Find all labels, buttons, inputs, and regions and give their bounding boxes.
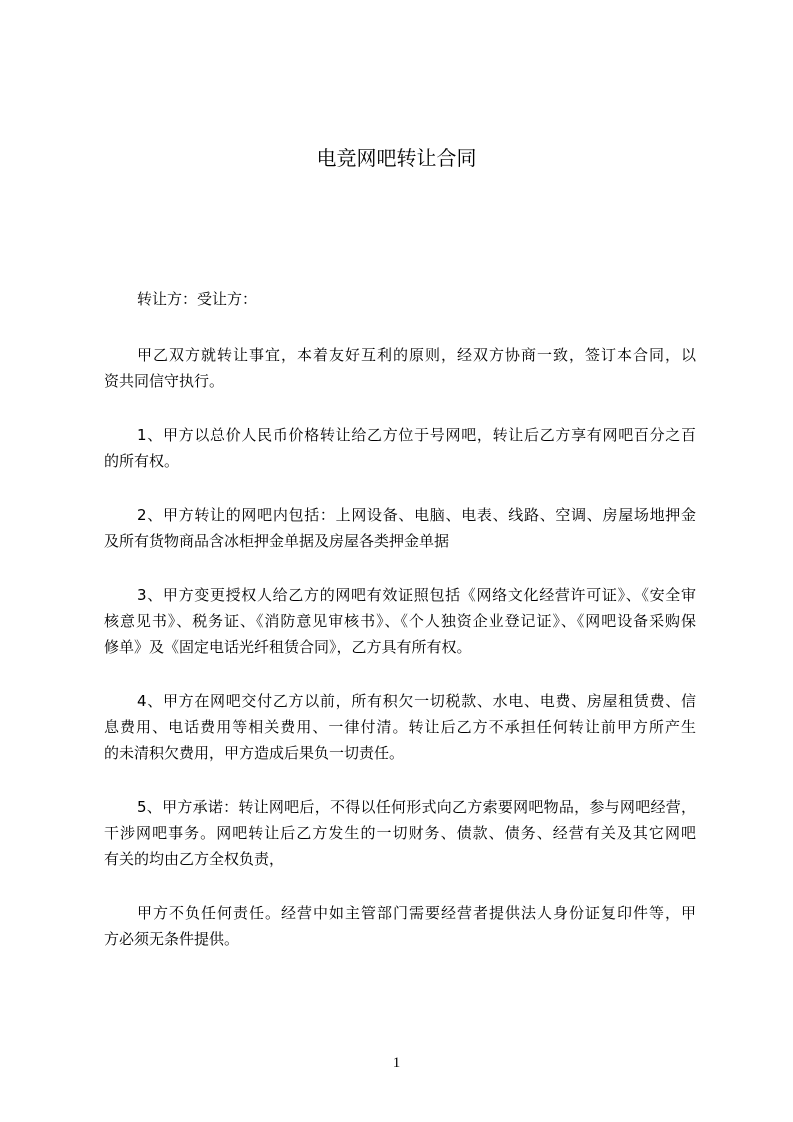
paragraph-line: 5、甲方承诺：转让网吧后，不得以任何形式向乙方索要网吧物品，参与网吧经营，	[137, 798, 696, 816]
paragraph-line: 息费用、电话费用等相关费用、一律付清。转让后乙方不承担任何转让前甲方所产生	[104, 718, 696, 736]
paragraph-line: 资共同信守执行。	[104, 372, 225, 390]
paragraph-line: 甲方不负任何责任。经营中如主管部门需要经营者提供法人身份证复印件等，甲	[137, 904, 696, 922]
paragraph-line: 的未清积欠费用，甲方造成后果负一切责任。	[104, 744, 405, 762]
paragraph-line: 2、甲方转让的网吧内包括：上网设备、电脑、电表、线路、空调、房屋场地押金	[137, 506, 696, 524]
paragraph-line: 及所有货物商品含冰柜押金单据及房屋各类押金单据	[104, 532, 450, 550]
paragraph-line: 核意见书》、税务证、《消防意见审核书》、《个人独资企业登记证》、《网吧设备采购保	[104, 612, 696, 630]
page-number: 1	[392, 1055, 401, 1071]
paragraph-line: 干涉网吧事务。网吧转让后乙方发生的一切财务、债款、债务、经营有关及其它网吧	[104, 824, 696, 842]
paragraph-line: 的所有权。	[104, 452, 180, 470]
paragraph-line: 修单》及《固定电话光纤租赁合同》，乙方具有所有权。	[104, 638, 472, 656]
paragraph-line: 有关的均由乙方全权负责，	[104, 850, 285, 868]
paragraph-line: 甲乙双方就转让事宜，本着友好互利的原则，经双方协商一致，签订本合同，以	[137, 346, 696, 364]
paragraph-line: 1、甲方以总价人民币价格转让给乙方位于号网吧，转让后乙方享有网吧百分之百	[137, 426, 696, 444]
paragraph-line: 3、甲方变更授权人给乙方的网吧有效证照包括《网络文化经营许可证》、《安全审	[137, 586, 696, 604]
paragraph-line: 4、甲方在网吧交付乙方以前，所有积欠一切税款、水电、电费、房屋租赁费、信	[137, 692, 696, 710]
parties-line: 转让方：受让方：	[137, 290, 258, 308]
paragraph-line: 方必须无条件提供。	[104, 930, 240, 948]
document-title: 电竞网吧转让合同	[316, 146, 477, 170]
